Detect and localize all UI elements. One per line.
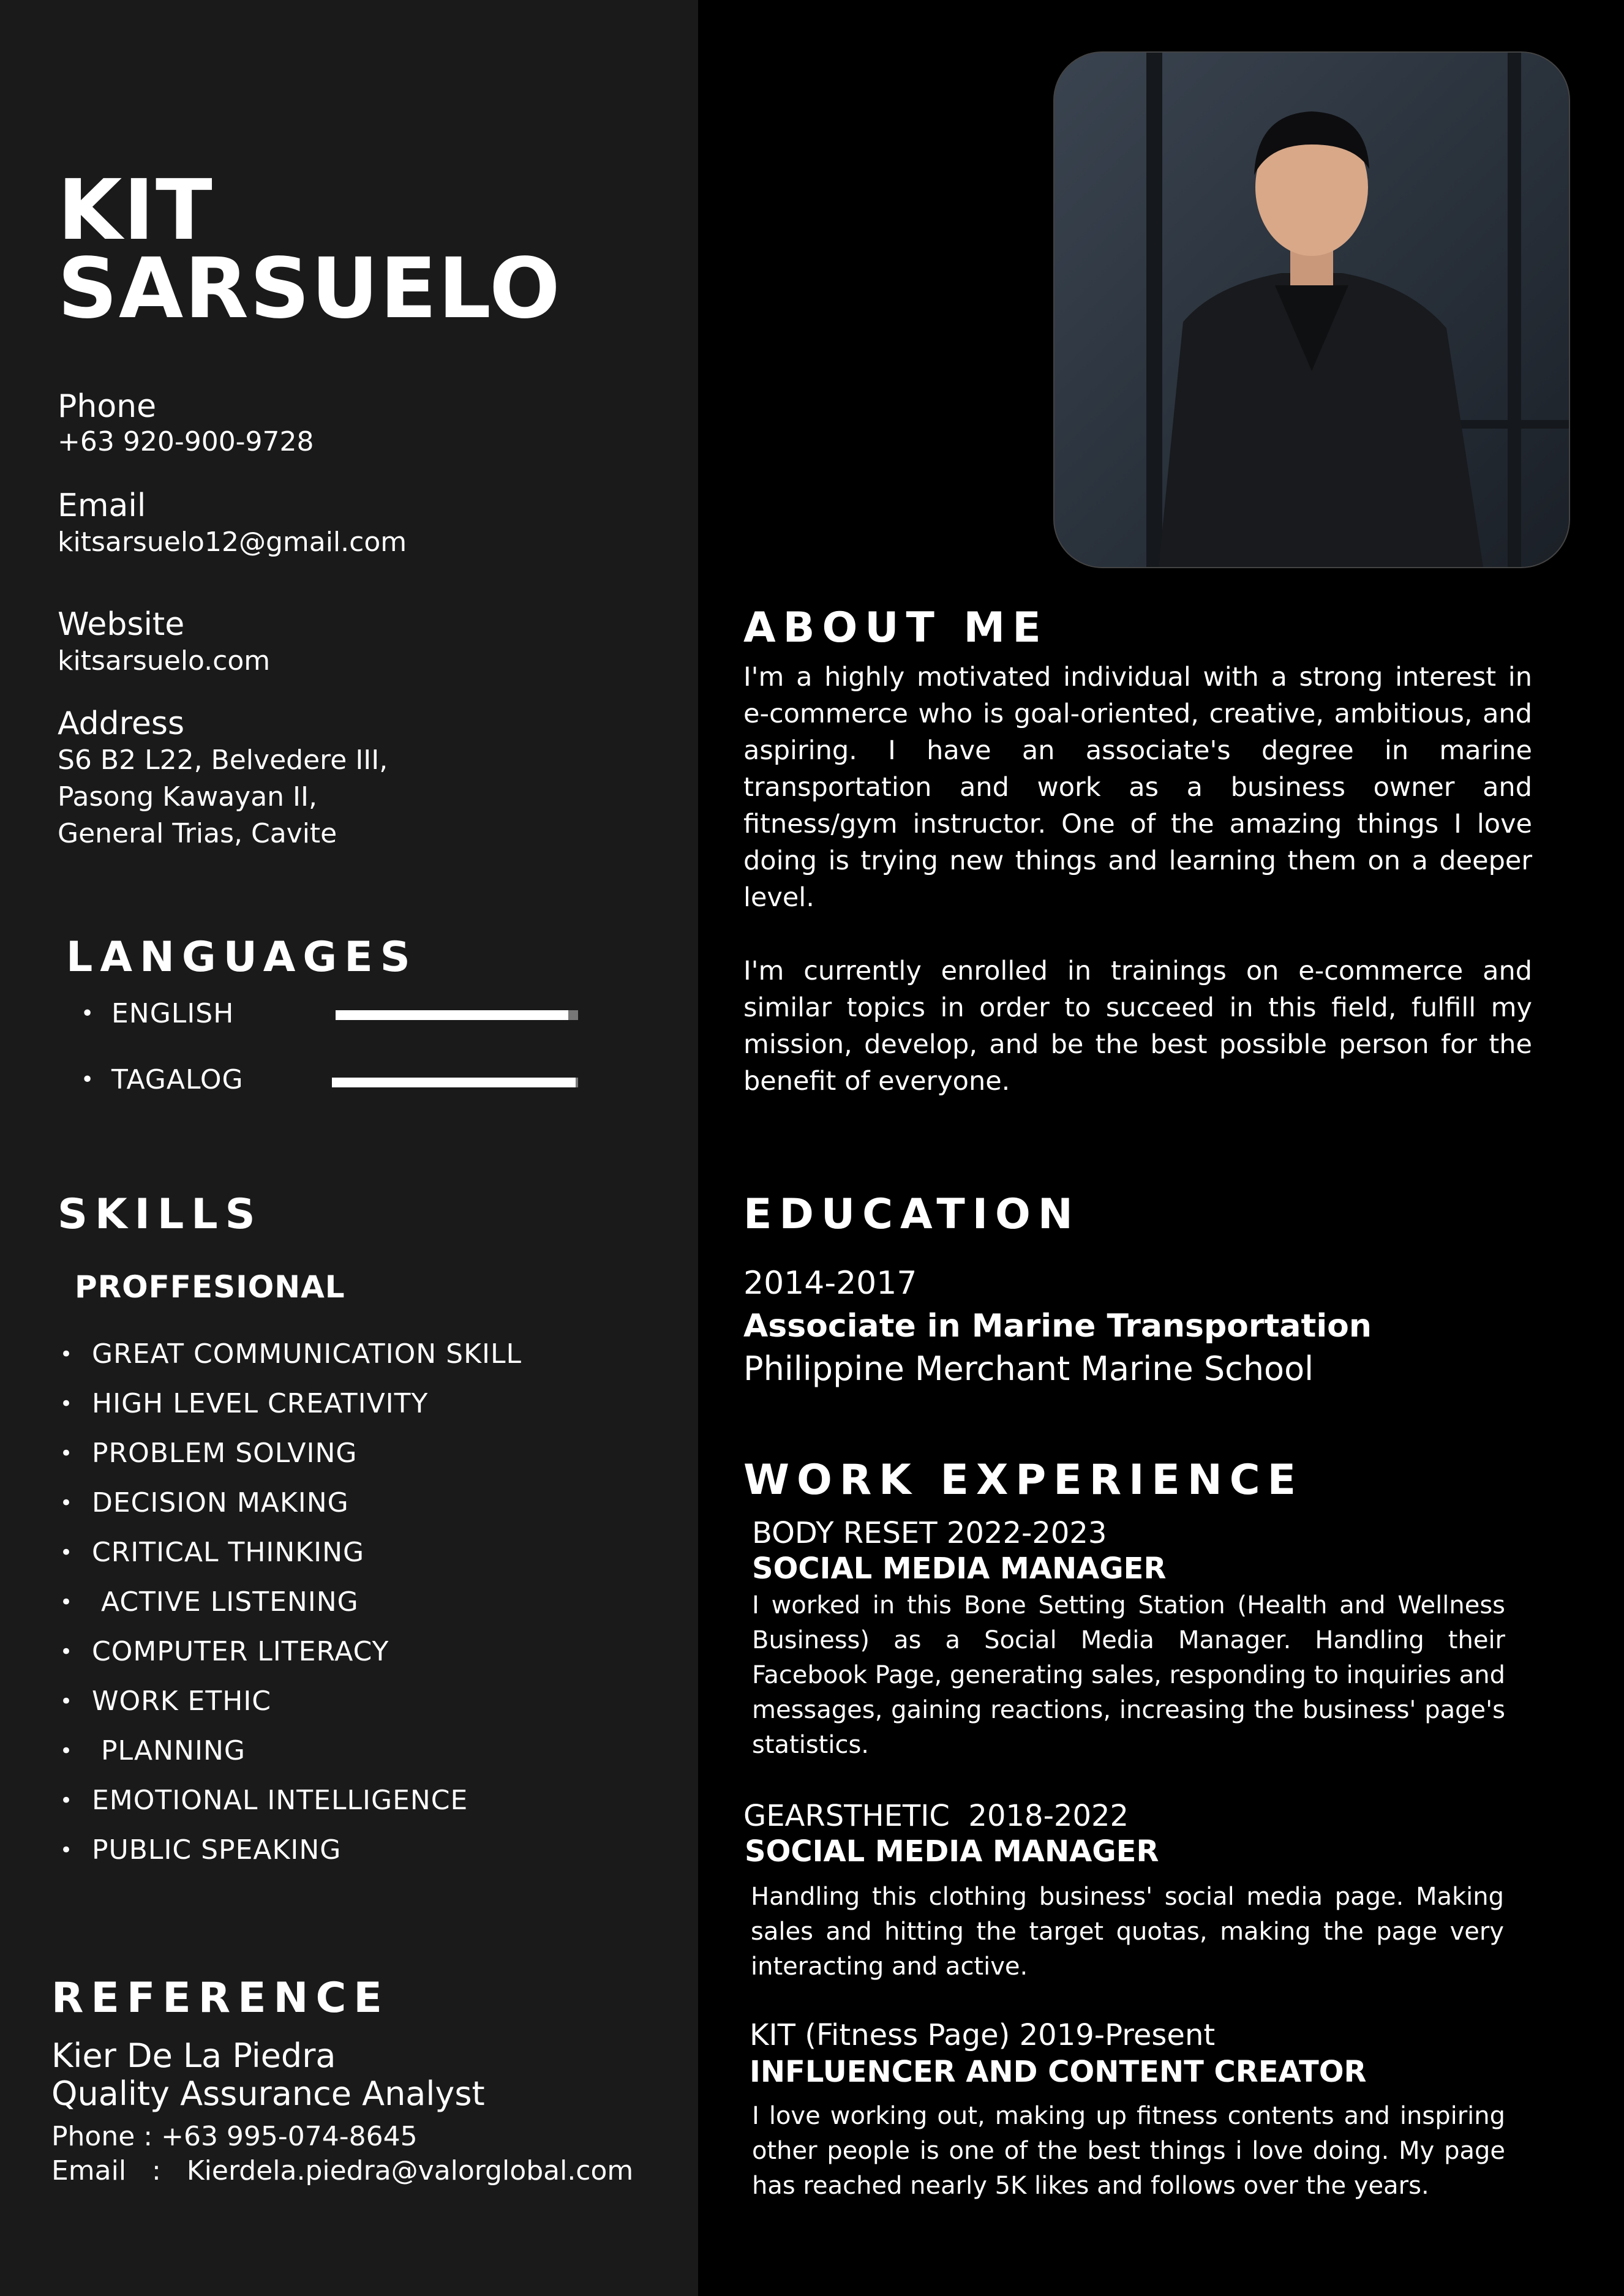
skill-label: CRITICAL THINKING [92,1537,365,1568]
skill-label: GREAT COMMUNICATION SKILL [92,1338,522,1370]
skill-label: PUBLIC SPEAKING [92,1834,342,1866]
languages-title: LANGUAGES [66,933,418,981]
list-item: • PROBLEM SOLVING [60,1435,611,1485]
education-degree: Associate in Marine Transportation [743,1308,1372,1345]
portrait-illustration [1054,53,1569,567]
job-role: SOCIAL MEDIA MANAGER [745,1834,1159,1869]
skill-label: PROBLEM SOLVING [92,1438,358,1469]
phone-label: Phone [58,388,157,425]
about-title: ABOUT ME [743,604,1048,652]
list-item: • PUBLIC SPEAKING [60,1832,611,1881]
reference-role: Quality Assurance Analyst [51,2074,485,2113]
phone-value: +63 920-900-9728 [58,426,314,457]
email-label: Email [58,487,146,524]
bullet: • [81,1067,94,1092]
list-item: • EMOTIONAL INTELLIGENCE [60,1782,611,1832]
address-line: Pasong Kawayan II, [58,781,317,812]
job-heading: GEARSTHETIC 2018-2022 [743,1799,1129,1833]
language-item-english [67,996,594,1032]
language-name: TAGALOG [111,1064,244,1095]
email-value: kitsarsuelo12@gmail.com [58,527,407,558]
reference-phone: Phone : +63 995-074-8645 [51,2121,418,2152]
skill-label: ACTIVE LISTENING [92,1586,359,1618]
bullet: • [81,1001,94,1026]
skill-label: HIGH LEVEL CREATIVITY [92,1388,429,1419]
reference-email: Email : Kierdela.piedra@valorglobal.com [51,2155,634,2186]
job-description: I love working out, making up fitness contents and inspiring other people is one of the best things i love doing. My page has reached nearly 5K likes and follows over the years. [752,2102,1505,2200]
job-description: Handling this clothing business' social media page. Making sales and hitting the target quotas, making the page very interacting and active. [751,1883,1504,1981]
profile-photo [1053,51,1570,568]
skill-label: COMPUTER LITERACY [92,1636,389,1667]
address-line: General Trias, Cavite [58,818,337,849]
skills-title: SKILLS [58,1190,263,1239]
skills-list [60,1336,611,1881]
list-item: • DECISION MAKING [60,1485,611,1534]
job-heading: KIT (Fitness Page) 2019-Present [750,2018,1216,2052]
education-years: 2014-2017 [743,1265,917,1302]
skill-label: DECISION MAKING [92,1487,349,1518]
work-title: WORK EXPERIENCE [743,1456,1304,1504]
education-title: EDUCATION [743,1190,1080,1239]
about-paragraph: I'm a highly motivated individual with a strong interest in e-commerce who is goal-oriented, creative, ambitious, and aspiring. I have an associate's degree in marine transportation and work as a business owner and fitness/gym instructor. One of the amazing things I love doing is trying new things and learning them on a deeper level. [743,662,1532,913]
skill-label: EMOTIONAL INTELLIGENCE [92,1785,468,1816]
skill-label: WORK ETHIC [92,1686,272,1717]
language-level-fill [336,1010,568,1020]
last-name: SARSUELO [58,241,562,337]
reference-name: Kier De La Piedra [51,2036,336,2075]
list-item: • PLANNING [60,1733,611,1782]
full-name [58,162,562,337]
list-item: • GREAT COMMUNICATION SKILL [60,1336,611,1386]
education-school: Philippine Merchant Marine School [743,1349,1314,1388]
job-description: I worked in this Bone Setting Station (Health and Wellness Business) as a Social Media Manager. Handling their Facebook Page, generating sales, responding to inquiries and messages, gaining reactions, increasing the business' page's statistics. [752,1591,1505,1759]
list-item: • CRITICAL THINKING [60,1534,611,1584]
address-label: Address [58,705,185,742]
skills-subtitle: PROFFESIONAL [75,1269,345,1305]
skill-label: PLANNING [92,1735,246,1766]
left-sidebar [0,0,698,2296]
list-item: • COMPUTER LITERACY [60,1634,611,1683]
job-role: INFLUENCER AND CONTENT CREATOR [750,2055,1367,2089]
address-line: S6 B2 L22, Belvedere III, [58,745,388,776]
language-level-fill [332,1078,576,1087]
about-paragraph: I'm currently enrolled in trainings on e-commerce and similar topics in order to succeed in this field, fulfill my mission, develop, and be the best possible person for the benefit of everyone. [743,956,1532,1097]
list-item: • WORK ETHIC [60,1683,611,1733]
language-name: ENGLISH [111,998,235,1029]
job-heading: BODY RESET 2022-2023 [752,1516,1107,1550]
language-level-bar [336,1010,578,1020]
list-item: • ACTIVE LISTENING [60,1584,611,1634]
website-label: Website [58,606,185,643]
language-item-tagalog [67,1062,594,1098]
website-value: kitsarsuelo.com [58,645,271,677]
reference-title: REFERENCE [51,1974,389,2022]
language-level-bar [332,1078,578,1087]
first-name: KIT [58,162,214,259]
job-role: SOCIAL MEDIA MANAGER [752,1551,1167,1586]
list-item: • HIGH LEVEL CREATIVITY [60,1386,611,1435]
